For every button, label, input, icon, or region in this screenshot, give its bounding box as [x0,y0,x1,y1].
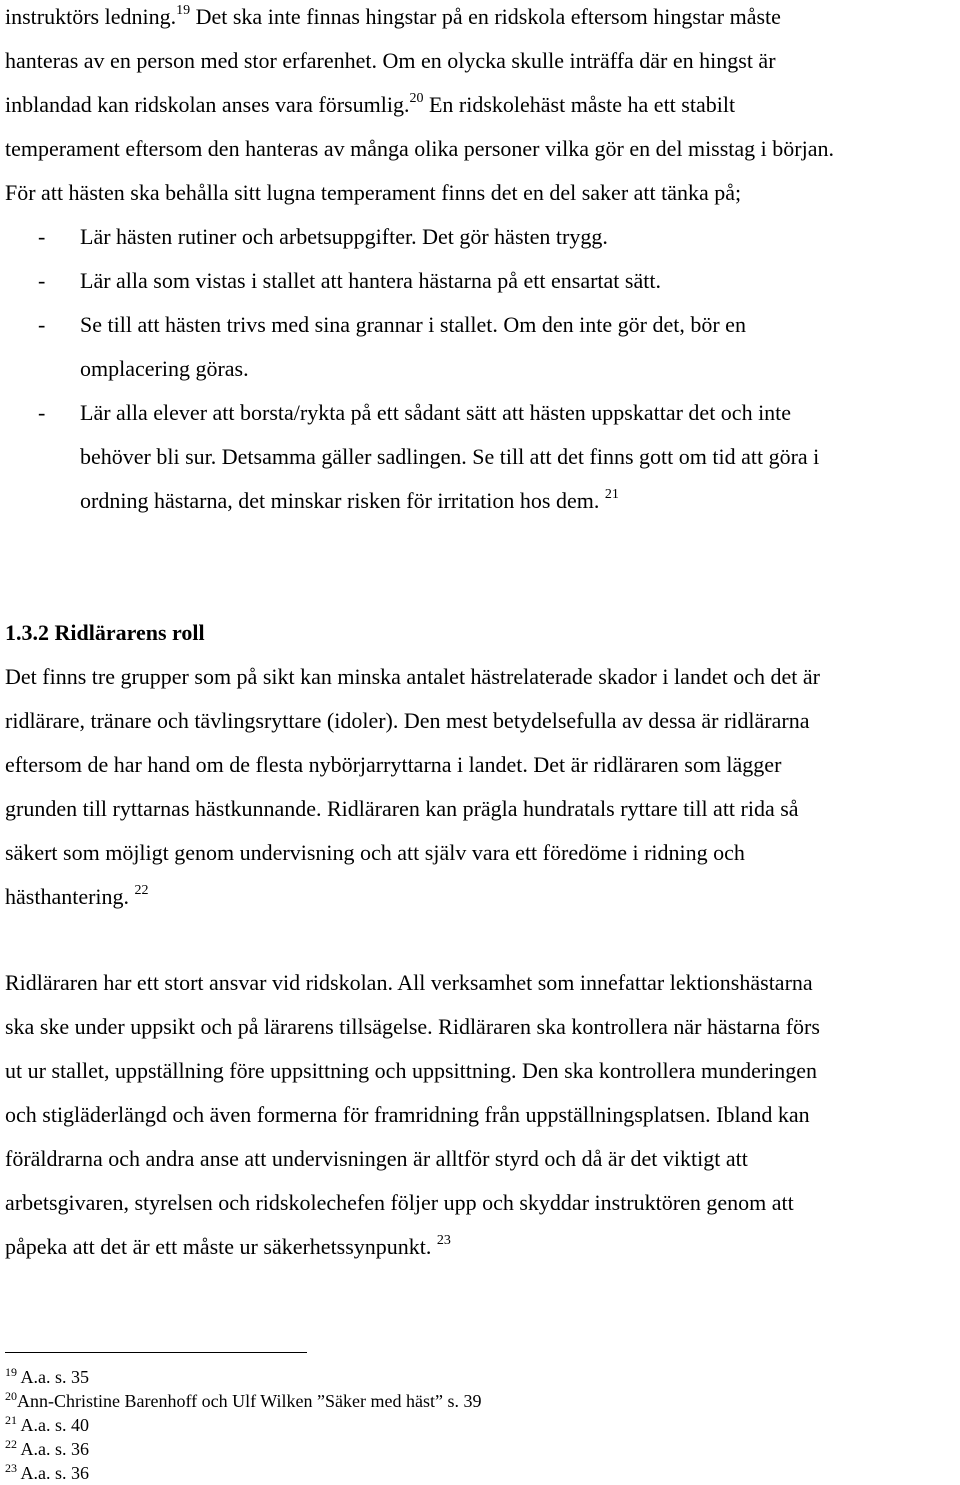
text-span: inblandad kan ridskolan anses vara försumlig. [5,92,410,117]
text-line: hanteras av en person med stor erfarenhet. Om en olycka skulle inträffa där en hingst är [5,48,776,73]
footnote-number: 22 [5,1437,17,1451]
text-span: instruktörs ledning. [5,4,177,29]
text-span: En ridskolehäst måste ha ett stabilt [423,92,736,117]
list-bullet: - [38,224,46,249]
text-line [5,91,736,117]
text-span: hästhantering. [5,884,130,909]
text-line: arbetsgivaren, styrelsen och ridskolechefen följer upp och skyddar instruktören genom att [5,1190,794,1215]
section-heading: 1.3.2 Ridlärarens roll [5,620,205,645]
text-line [5,3,781,29]
text-line: ut ur stallet, uppställning före uppsittning och uppsittning. Den ska kontrollera munderingen [5,1058,818,1083]
list-item: Lär alla elever att borsta/rykta på ett sådant sätt att hästen uppskattar det och inte [80,400,792,425]
text-span: ordning hästarna, det minskar risken för irritation hos dem. [80,488,600,513]
footnote-text: A.a. s. 36 [17,1439,89,1459]
text-line: eftersom de har hand om de flesta nybörjarryttarna i landet. Det är ridläraren som lägger [5,752,782,777]
text-line: Det finns tre grupper som på sikt kan minska antalet hästrelaterade skador i landet och det är [5,664,820,689]
list-bullet: - [38,400,46,425]
list-item-continuation: behöver bli sur. Detsamma gäller sadlingen. Se till att det finns gott om tid att göra i [80,444,820,469]
footnote-ref[interactable]: 21 [604,487,619,502]
text-line: ridlärare, tränare och tävlingsryttare (idoler). Den mest betydelsefulla av dessa är ridlärarna [5,708,810,733]
list-bullet: - [38,312,46,337]
footnote [5,1461,89,1483]
text-line: För att hästen ska behålla sitt lugna temperament finns det en del saker att tänka på; [5,180,742,205]
footnote-text: A.a. s. 40 [17,1415,89,1435]
text-line: Ridläraren har ett stort ansvar vid ridskolan. All verksamhet som innefattar lektionshästarna [5,970,813,995]
list-item-continuation: omplacering göras. [80,356,249,381]
text-line: ska ske under uppsikt och på lärarens tillsägelse. Ridläraren ska kontrollera när hästarna förs [5,1014,820,1039]
footnote [5,1437,89,1459]
text-line: föräldrarna och andra anse att undervisningen är alltför styrd och då är det viktigt att [5,1146,748,1171]
list-bullet: - [38,268,46,293]
text-line [5,1233,451,1259]
footnote-text: A.a. s. 35 [17,1367,89,1387]
text-line: säkert som möjligt genom undervisning och att själv vara ett föredöme i ridning och [5,840,745,865]
footnote-ref[interactable]: 22 [134,883,149,898]
footnote-number: 19 [5,1365,17,1379]
footnote [5,1413,89,1435]
footnote-number: 23 [5,1461,17,1475]
footnote [5,1365,89,1387]
text-span: Det ska inte finnas hingstar på en ridskola eftersom hingstar måste [190,4,781,29]
text-line: grunden till ryttarnas hästkunnande. Ridläraren kan prägla hundratals ryttare till att rida så [5,796,799,821]
text-line: temperament eftersom den hanteras av många olika personer vilka gör en del misstag i början. [5,136,834,161]
footnote-text: A.a. s. 36 [17,1463,89,1483]
footnote-separator [5,1352,307,1353]
footnote [5,1389,482,1411]
text-line: och stigläderlängd och även formerna för framridning från uppställningsplatsen. Ibland kan [5,1102,810,1127]
footnote-ref[interactable]: 19 [176,3,191,18]
list-item: Se till att hästen trivs med sina grannar i stallet. Om den inte gör det, bör en [80,312,746,337]
list-item: Lär alla som vistas i stallet att hantera hästarna på ett ensartat sätt. [80,268,661,293]
list-item-continuation [80,487,619,513]
footnote-number: 20 [5,1389,17,1403]
footnote-ref[interactable]: 23 [436,1233,451,1248]
list-item: Lär hästen rutiner och arbetsuppgifter. Det gör hästen trygg. [80,224,608,249]
text-span: påpeka att det är ett måste ur säkerhetssynpunkt. [5,1234,432,1259]
footnote-ref[interactable]: 20 [409,91,424,106]
footnote-number: 21 [5,1413,17,1427]
footnote-text: Ann-Christine Barenhoff och Ulf Wilken ”Säker med häst” s. 39 [17,1391,482,1411]
text-line [5,883,149,909]
